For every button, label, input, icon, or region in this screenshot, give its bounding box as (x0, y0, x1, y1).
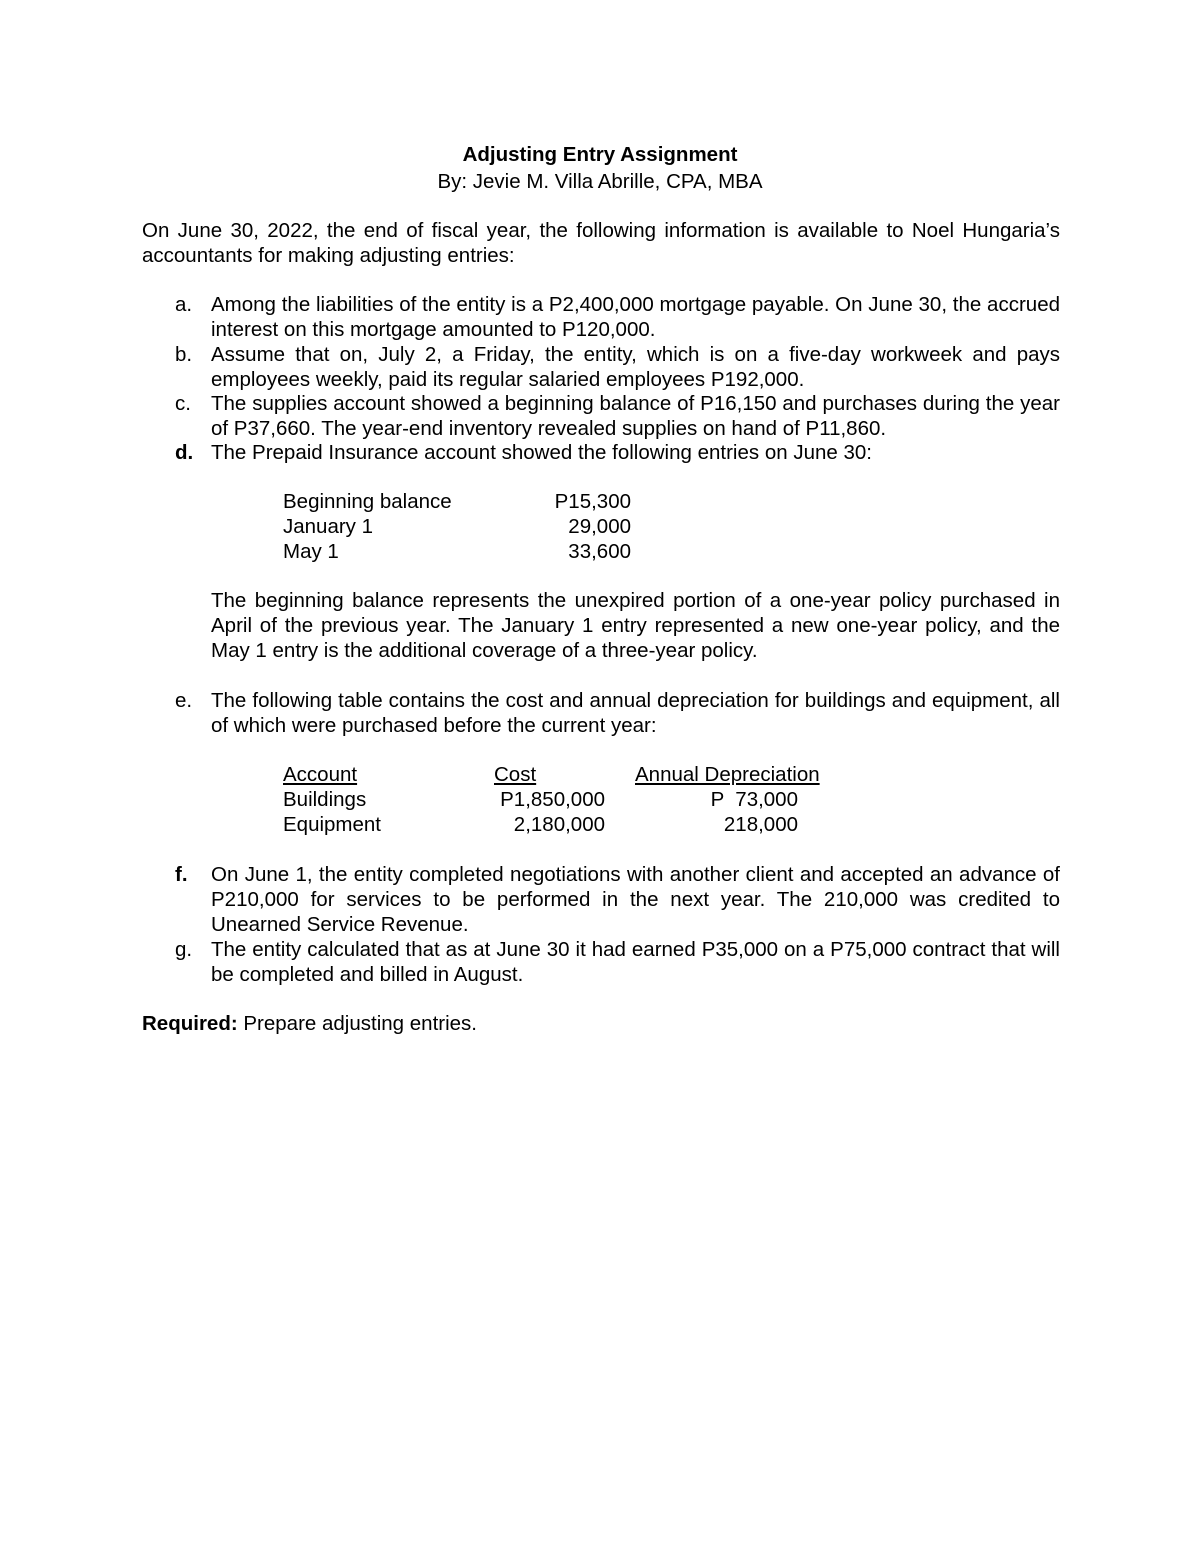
table-row (283, 787, 843, 812)
list-marker: c. (175, 392, 191, 415)
insurance-entry-label: May 1 (283, 540, 339, 563)
list-item-g (142, 937, 1060, 987)
insurance-entry-row (283, 514, 683, 539)
list-marker: f. (175, 863, 188, 886)
required-label: Required: (142, 1012, 238, 1035)
table-cell-cost: P1,850,000 (500, 788, 605, 811)
document-title: Adjusting Entry Assignment (462, 143, 738, 166)
list-item-b (142, 342, 1060, 392)
insurance-entry-row (283, 489, 683, 514)
column-header-annual-depreciation: Annual Depreciation (635, 763, 820, 786)
list-item-text: On June 1, the entity completed negotiations with another client and accepted an advance of P210,000 for services to be performed in the next year. The 210,000 was credited to Unearned Service Revenue. (211, 863, 1060, 936)
insurance-entry-row (283, 539, 683, 564)
table-cell-depreciation: 218,000 (723, 813, 798, 836)
insurance-entry-label: January 1 (283, 515, 374, 538)
table-cell-account: Buildings (283, 788, 367, 811)
list-marker: d. (175, 441, 194, 464)
insurance-note: The beginning balance represents the unexpired portion of a one-year policy purchased in April of the previous year. The January 1 entry represented a new one-year policy, and the May 1 entry is the additional coverage of a three-year policy. (211, 589, 1060, 662)
list-item-text: Assume that on, July 2, a Friday, the entity, which is on a five-day workweek and pays employees weekly, paid its regular salaried employees P192,000. (211, 343, 1060, 391)
list-item-a (142, 292, 1060, 342)
depreciation-table-header (283, 762, 843, 787)
table-cell-depreciation: P 73,000 (710, 788, 798, 811)
column-header-account: Account (283, 763, 358, 786)
author-byline: By: Jevie M. Villa Abrille, CPA, MBA (437, 170, 763, 193)
required-instruction (142, 1011, 1060, 1036)
list-marker: g. (175, 938, 193, 961)
insurance-entry-label: Beginning balance (283, 490, 452, 513)
insurance-entry-amount: P15,300 (554, 490, 631, 513)
column-header-cost: Cost (494, 763, 537, 786)
list-marker: b. (175, 343, 193, 366)
list-item-f (142, 862, 1060, 937)
table-row (283, 812, 843, 837)
list-item-e (142, 688, 1060, 738)
insurance-entry-amount: 33,600 (568, 540, 631, 563)
list-item-text: The following table contains the cost and annual depreciation for buildings and equipment, all of which were purchased before the current year: (211, 689, 1060, 737)
intro-paragraph: On June 30, 2022, the end of fiscal year, the following information is available to Noel Hungaria’s accountants for making adjusting entries: (142, 219, 1060, 267)
list-item-text: The Prepaid Insurance account showed the following entries on June 30: (211, 441, 872, 464)
table-cell-cost: 2,180,000 (513, 813, 605, 836)
table-cell-account: Equipment (283, 813, 382, 836)
required-text: Prepare adjusting entries. (237, 1012, 477, 1035)
list-item-d (142, 440, 1060, 465)
list-item-text: Among the liabilities of the entity is a P2,400,000 mortgage payable. On June 30, the accrued interest on this mortgage amounted to P120,000. (211, 293, 1060, 341)
list-item-text: The supplies account showed a beginning balance of P16,150 and purchases during the year of P37,660. The year-end inventory revealed supplies on hand of P11,860. (211, 392, 1060, 440)
insurance-entry-amount: 29,000 (568, 515, 631, 538)
list-item-text: The entity calculated that as at June 30 it had earned P35,000 on a P75,000 contract that will be completed and billed in August. (211, 938, 1060, 986)
list-item-c (142, 391, 1060, 441)
list-marker: e. (175, 689, 193, 712)
list-marker: a. (175, 293, 193, 316)
